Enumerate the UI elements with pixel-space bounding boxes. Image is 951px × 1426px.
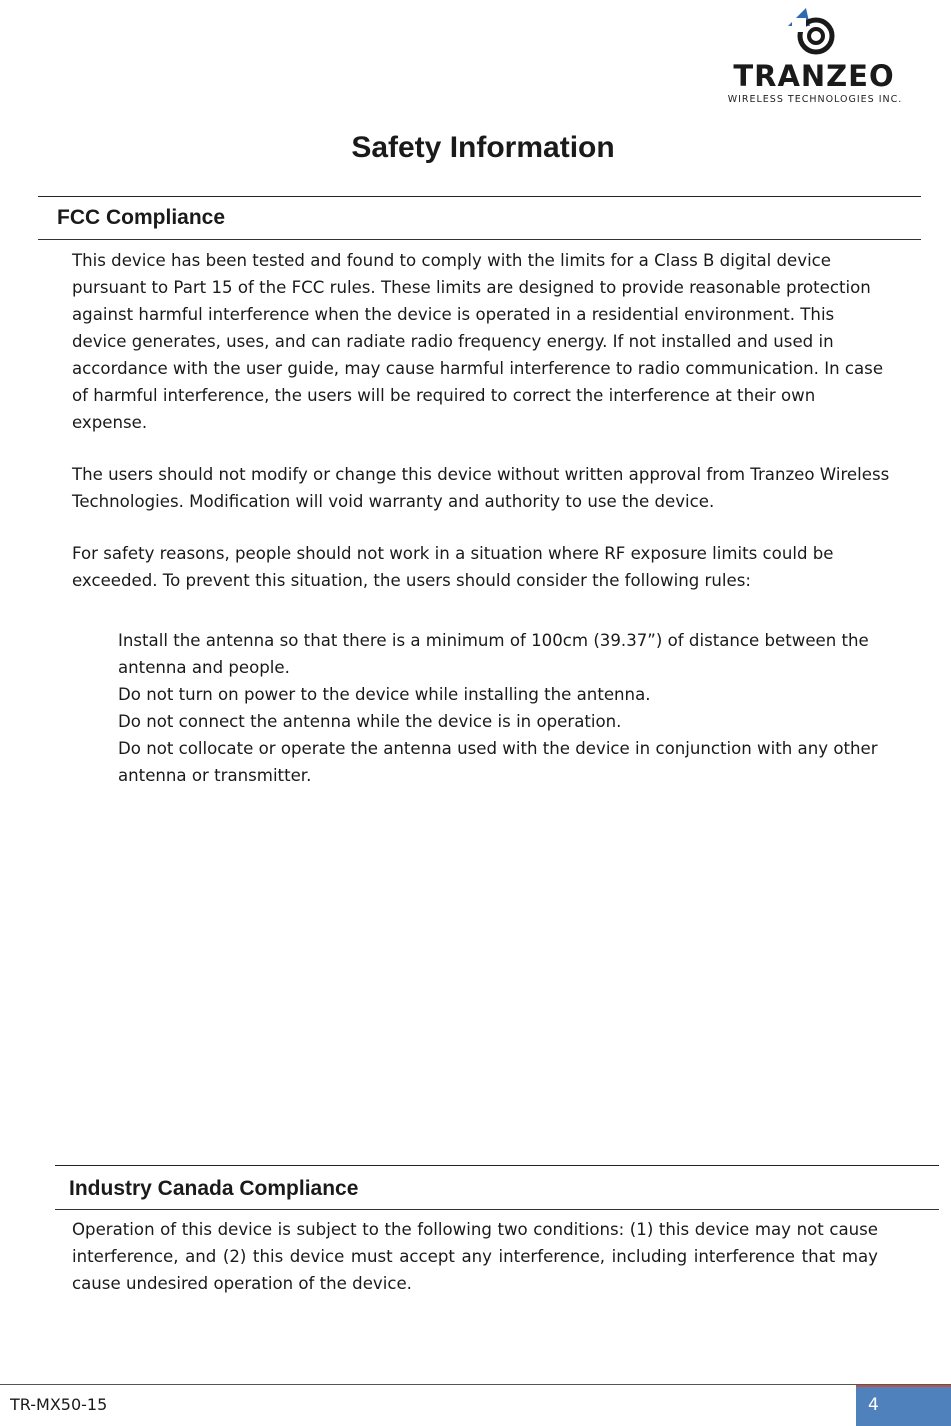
page-title: Safety Information	[351, 131, 615, 164]
brand-name: TRANZEO	[733, 59, 895, 93]
brand-tagline: WIRELESS TECHNOLOGIES INC.	[727, 94, 903, 105]
fcc-paragraph: The users should not modify or change this device without written approval from Tranzeo Wireless Technologies. Modification will void warranty and authority to use the device.	[72, 465, 890, 511]
ic-heading: Industry Canada Compliance	[69, 1177, 359, 1200]
fcc-bottom-rule	[38, 239, 921, 240]
fcc-paragraph: This device has been tested and found to comply with the limits for a Class B digital device pursuant to Part 15 of the FCC rules. These limits are designed to provide reasonable protection against harmful interference when the device is operated in a residential environment. This device generates, uses, and can radiate radio frequency energy. If not installed and used in accordance with the user guide, may cause harmful interference to radio communication. In case of harmful interference, the users will be required to correct the interference at their own expense.	[72, 251, 884, 432]
tranzeo-logo	[688, 4, 940, 108]
fcc-top-rule	[38, 196, 921, 197]
page-number-box	[856, 1385, 951, 1426]
tranzeo-logo-icon	[688, 4, 940, 64]
ic-bottom-rule	[55, 1209, 939, 1210]
fcc-rule-item: Do not turn on power to the device while installing the antenna.	[118, 685, 651, 704]
fcc-rule-item: Do not connect the antenna while the device is in operation.	[118, 712, 622, 731]
fcc-paragraph: For safety reasons, people should not work in a situation where RF exposure limits could be exceeded. To prevent this situation, the users should consider the following rules:	[72, 544, 834, 590]
ic-top-rule	[55, 1165, 939, 1166]
fcc-rules-list	[118, 627, 898, 789]
fcc-body	[72, 247, 890, 594]
fcc-rule-item: Install the antenna so that there is a minimum of 100cm (39.37”) of distance between the antenna and people.	[118, 631, 869, 677]
fcc-rule-item: Do not collocate or operate the antenna used with the device in conjunction with any other antenna or transmitter.	[118, 739, 878, 785]
ic-paragraph: Operation of this device is subject to the following two conditions: (1) this device may not cause interference, and (2) this device must accept any interference, including interference that may cause undesired operation of the device.	[72, 1220, 878, 1293]
ic-body	[72, 1216, 878, 1297]
fcc-heading: FCC Compliance	[57, 206, 226, 229]
footer-doc-code: TR-MX50-15	[10, 1395, 108, 1414]
footer-rule	[0, 1384, 951, 1385]
page-number: 4	[868, 1395, 879, 1415]
